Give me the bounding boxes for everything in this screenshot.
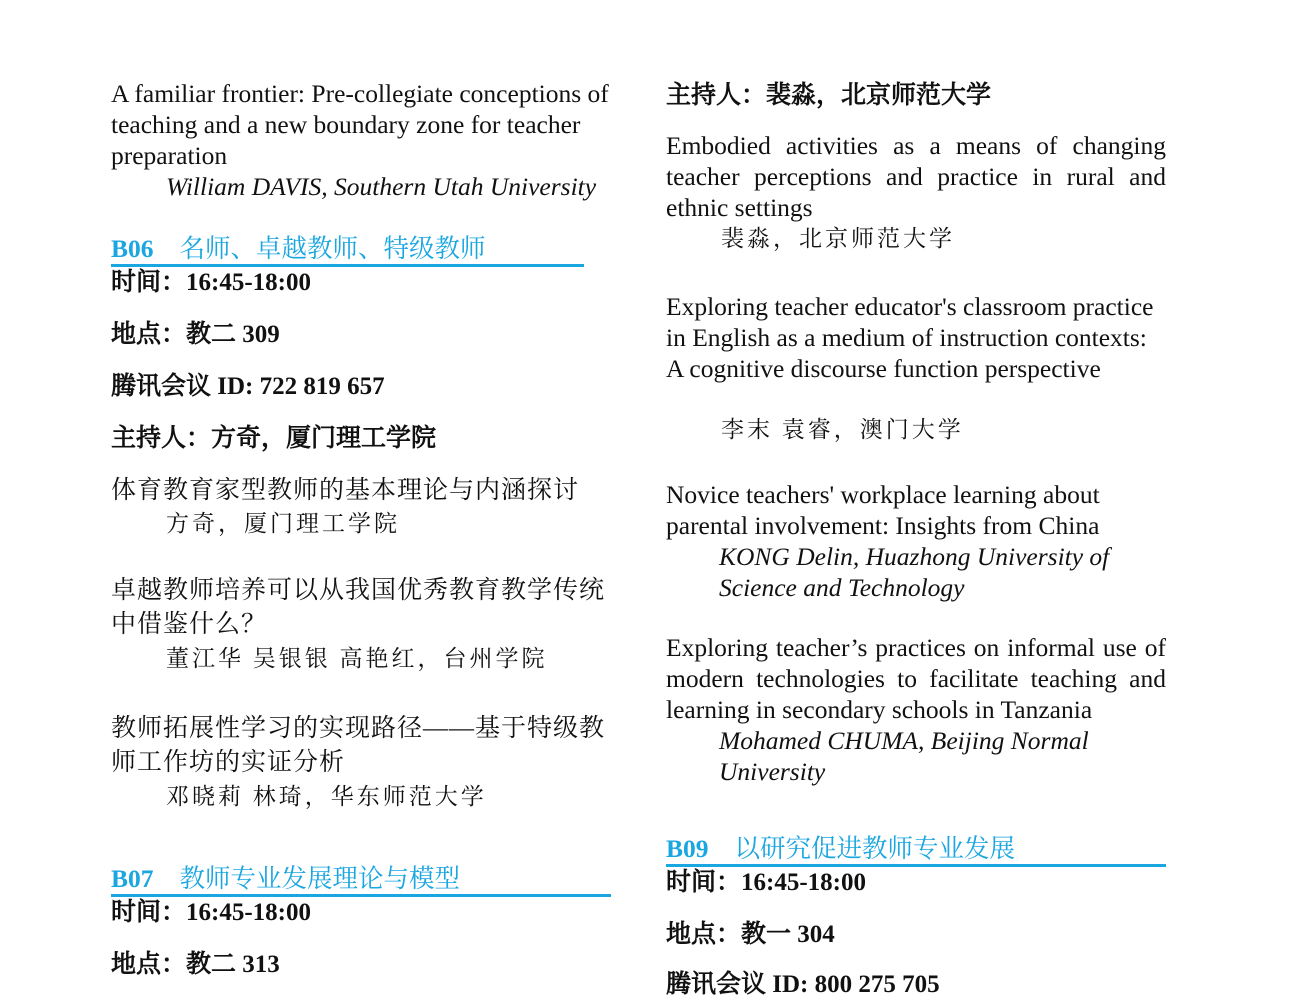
paper-author: William DAVIS, Southern Utah University (166, 172, 597, 201)
session-time: 时间：16:45-18:00 (111, 269, 311, 296)
paper-title: Embodied activities as a means of changing teacher perceptions and practice in rural and ethnic settings (666, 131, 1166, 222)
session-code: B09 (666, 834, 709, 863)
session-host: 主持人：方奇，厦门理工学院 (111, 425, 437, 452)
session-name: 名师、卓越教师、特级教师 (179, 234, 486, 263)
paper-author: KONG Delin, Huazhong University of Science and Technology (719, 542, 1110, 602)
session-time: 时间：16:45-18:00 (111, 899, 311, 926)
session-heading-b07 (111, 864, 611, 897)
paper-author: Mohamed CHUMA, Beijing Normal University (719, 726, 1089, 786)
session-name: 以研究促进教师专业发展 (734, 834, 1016, 863)
session-meeting-id: 腾讯会议 ID: 722 819 657 (111, 373, 385, 400)
session-time: 时间：16:45-18:00 (666, 869, 866, 896)
paper-author: 裴淼，北京师范大学 (721, 226, 955, 251)
paper-title: 体育教育家型教师的基本理论与内涵探讨 (111, 477, 580, 504)
paper-title: Exploring teacher’s practices on informal use of modern technologies to facilitate teaching and learning in secondary schools in Tanzania (666, 633, 1166, 724)
paper-author: 邓晓莉 林琦，华东师范大学 (166, 784, 487, 809)
paper-title: Exploring teacher educator's classroom practice in English as a medium of instruction contexts: A cognitive discourse function perspective (666, 292, 1154, 383)
session-code: B06 (111, 234, 154, 263)
paper-title: Novice teachers' workplace learning about parental involvement: Insights from China (666, 480, 1100, 540)
paper-title: 卓越教师培养可以从我国优秀教育教学传统中借鉴什么？ (111, 577, 606, 638)
paper-author: 李末 袁睿，澳门大学 (721, 417, 964, 442)
session-meeting-id: 腾讯会议 ID: 800 275 705 (666, 971, 940, 998)
paper-title: 教师拓展性学习的实现路径——基于特级教师工作坊的实证分析 (111, 715, 606, 776)
session-name: 教师专业发展理论与模型 (179, 864, 461, 893)
session-location: 地点：教一 304 (666, 921, 835, 948)
session-host: 主持人：裴淼，北京师范大学 (666, 82, 992, 109)
session-heading-b09 (666, 834, 1166, 867)
session-location: 地点：教二 313 (111, 951, 280, 978)
session-code: B07 (111, 864, 154, 893)
session-location: 地点：教二 309 (111, 321, 280, 348)
paper-author: 董江华 吴银银 高艳红，台州学院 (166, 646, 548, 671)
paper-title: A familiar frontier: Pre-collegiate conceptions of teaching and a new boundary zone for teacher preparation (111, 79, 609, 170)
paper-author: 方奇，厦门理工学院 (166, 511, 400, 536)
session-heading-b06 (111, 234, 584, 267)
